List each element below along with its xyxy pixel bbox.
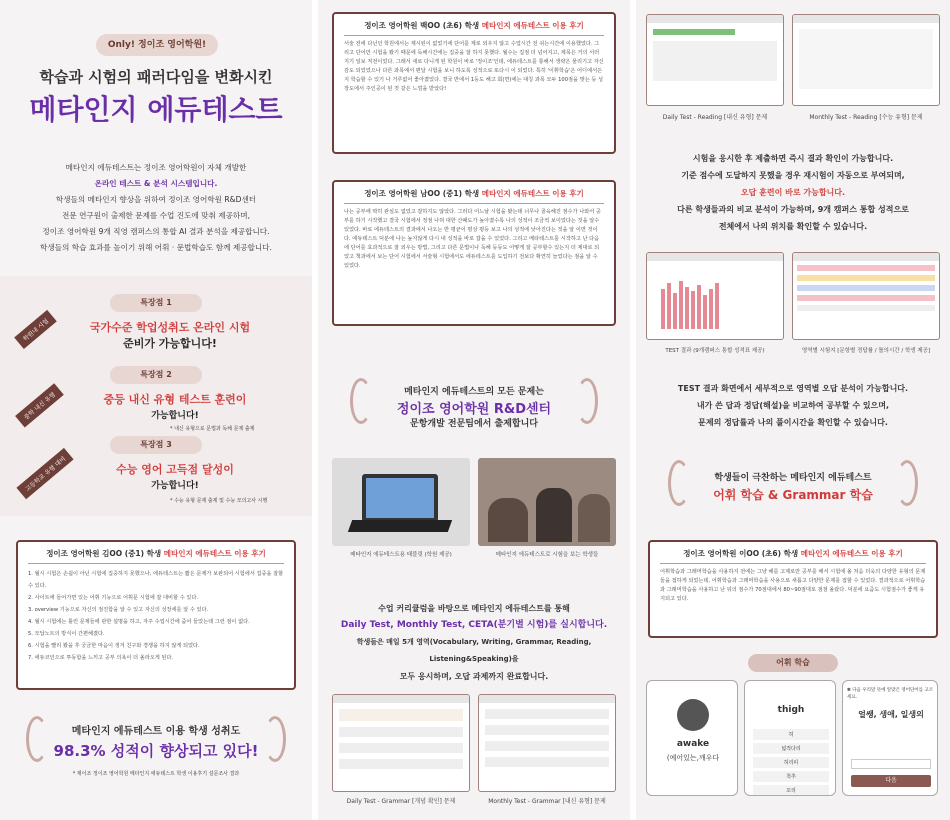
feature-3-label: 특장점 3 — [110, 436, 202, 454]
spelling-phone — [842, 680, 938, 796]
result-note: * 제이조 정이조 영어학원 메타인지 에듀테스트 학생 이용후기 설문조사 결과 — [72, 771, 240, 777]
quiz-option[interactable]: 넓적다리 — [753, 743, 829, 754]
vocab-card-phone — [646, 680, 738, 796]
rnd-line2: 정이조 영어학원 R&D센터 — [396, 402, 552, 417]
result-line2: 98.3% 성적이 향상되고 있다! — [53, 742, 259, 760]
list-item: 6. 시험을 빨리 봤을 후 궁금한 마음이 생겨 친구와 경쟁을 하지 않게 되었다. — [28, 643, 200, 649]
screenshot-caption: Monthly Test - Grammar [내신 유형] 문제 — [488, 798, 606, 805]
feature-2-tag: 중학 내신 유형 — [15, 383, 63, 427]
list-item: 3. overview 기능으로 자신의 점진함을 알 수 있고 자신의 성장세를 알 수 있다. — [28, 607, 209, 613]
column-reviews — [318, 0, 630, 820]
headline: 학습과 시험의 패러다임을 변화시킨 — [39, 68, 273, 86]
monthly-reading-screenshot — [792, 14, 940, 106]
quiz-options — [753, 729, 829, 796]
feature-3-note: * 수능 유형 문제 출제 및 수능 모의고사 시행 — [170, 498, 268, 504]
feature-1-label: 특장점 1 — [110, 294, 202, 312]
photo-caption: 메타인지 에듀테스트로 시험을 보는 학생들 — [495, 552, 599, 558]
spelling-header: ✽ 다음 우리말 뜻에 알맞은 영어단어를 고르세요. — [847, 688, 934, 700]
page-title: 메타인지 에듀테스트 — [29, 93, 283, 126]
screenshot-caption: Monthly Test - Reading [수능 유형] 문제 — [809, 114, 923, 121]
screenshot-caption: Daily Test - Grammar [개념 확인] 문제 — [346, 798, 456, 805]
review-body: 서술 전에 다닌던 학원에서는 제시된이 없었기에 단어를 제로 외우지 않고 수업시간 전 쉬는시간에 이용했었다. 그리고 단어만 시험을 봤기 때문에 독해시간에는 집중을 잘 하지 못했다. 월수는 집점 더 넘어지고, 제목은 거의 서러지기 일보 직전이었다. 그래서 새로 다니게 된 학원이 바로 '정이조'인데, 에듀테스트를 통해서 생략은 물리기고 자신감도 되었었으나 다른 과목에서 편달 시험을 보니 하도록 성적으로 또다시 이 되었다. 특히 '이휘학습'은 어디에서든지 학습할 수 있기 나 거루없어 좋아졌었다. 결국 반에서 1등도 해고 회(면)에는 대칭 과목 모두 100점을 맞는 등 성장도에서 주인공이 된 것 같은 느낌을 받았다! — [344, 41, 604, 92]
instant-result-text: 시험을 응시한 후 제출하면 즉시 결과 확인이 가능합니다. 기준 점수에 도달하지 못했을 경우 재시험이 자동으로 부여되며, 오답 훈련이 바로 가능합니다. 다른 학생들과의 비교 분석이 가능하며, 9개 캠퍼스 통합 성적으로 전체에서 나의 위치를 확인할 수 있습니다. — [677, 154, 909, 231]
list-item: 5. 모답노트의 방식이 간편해졌다. — [28, 631, 105, 637]
spelling-word: 얼쌩, 생애, 일생의 — [858, 710, 924, 719]
feature-2-label: 특장점 2 — [110, 366, 202, 384]
list-item: 2. 사이트에 들어가면 있는 어휘 기능으로 어휘문 시험에 잘 대비할 수 있다. — [28, 595, 199, 601]
next-button[interactable]: 다음 — [851, 775, 931, 787]
column-features — [636, 0, 950, 820]
quiz-option[interactable]: 척추 — [753, 771, 829, 782]
photo-caption: 메타인지 에듀테스트용 태블릿 (학원 제공) — [350, 552, 452, 558]
brand-badge: Only! 정이조 영어학원! — [96, 34, 218, 56]
area-result-screenshot — [792, 252, 940, 340]
review-body: 나는 공부에 딱히 관심도 없었고 잘하지도 않았다. 그러다 어느날 시험을 봤는데 너무나 골육해진 점수가 나와서 공부를 하기 시작했고 결국 시험에서 정점 나혀 대한 산패도가 높아졌수록 나의 성적이 조금씩 보이었다는 것을 알수 있었다. 바로 에듀테스트의 결과에서 나오는 반 평균이 평상 평등 보고 나의 성적에 낮아진다는 것을 알 이면 것이다. 에듀테스트 덕분에 나는 높지않게 다시 내 성적을 바로 잡을 수 있었다. 그리고 메타테스트를 시작하고 난 다음에 단어를 효과적으로 잘 외우는 방법, 그리고 다른 문법이나 독해 등등도 어떻게 잘 공부할수 있는지 더 제대로 되었고 책과에서 보는 단어 시험에서 서술형 시험에서도 에듀테스트를 도입하기 전보다 확연히 늘었다는 점을 알 수 있었다. — [344, 209, 601, 269]
list-item: 7. 에듀코인으로 투동함을 느끼고 공부 의욕이 더 올라오게 된다. — [28, 655, 174, 661]
daily-grammar-screenshot — [332, 694, 470, 792]
quiz-option[interactable]: 허리띠 — [753, 757, 829, 768]
review-card-nam: 정이조 영어학원 남OO (중1) 학생 메타인지 에듀테스트 이용 후기 나는 공부에 딱히 관심도 없었고 잘하지도 않았다. 그러다 어느날 시험을 봤는데 너무나 골육해진 점수가 나와서 공부를 하기 시작했고 결국 시험에서 정점 나혀 대한 산패도가 높아졌수록 나의 성적이 조금씩 보이었다는 것을 알수 있었다. 바로 에듀테스트의 결과에서 나오는 반 평균이 평상 평등 보고 나의 성적에 낮아진다는 것을 알 이면 것이다. 에듀테스트 덕분에 나는 높지않게 다시 내 성적을 바로 잡을 수 있었다. 그리고 메타테스트를 시작하고 난 다음에 단어를 효과적으로 잘 외우는 방법, 그리고 다른 문법이나 독해 등등도 어떻게 잘 공부할수 있는지 더 제대로 되었고 책과에서 보는 단어 시험에서 서술형 시험에서도 에듀테스트를 도입하기 전보다 확연히 늘었다는 점을 알 수 있었다. — [332, 180, 616, 326]
review-list — [18, 564, 294, 668]
column-intro — [0, 0, 312, 820]
screenshot-caption: TEST 결과 (9개캠퍼스 통합 성적표 제공) — [665, 348, 765, 354]
classroom-photo — [478, 458, 616, 546]
analysis-text: TEST 결과 화면에서 세부적으로 영역별 오답 분석이 가능합니다. 내가 쓴 답과 정답(해설)을 비교하여 공부할 수 있으며, 문제의 정답률과 나의 풀이시간을 확인할 수 있습니다. — [677, 384, 909, 427]
list-item: 1. 월시 시험은 손쉽이 아닌 시험에 집중하지 못했으나, 에듀테스트는 짧은 문제가 보완되어 시험에서 집중을 잘할 수 있다. — [28, 571, 284, 589]
vocab-word: awake — [676, 739, 710, 749]
feature-3-text: 수능 영어 고득점 달성이 가능합니다! — [116, 463, 234, 491]
review-card-kim — [16, 540, 296, 690]
review-card-title: 정이조 영어학원 김OO (중1) 학생 메타인지 에듀테스트 이용 후기 — [46, 549, 266, 558]
feature-1-tag: 학원내 시험 — [14, 310, 56, 349]
screenshot-caption: 영역별 시험지 [문항별 정답률 / 틀의시간 / 학생 제공] — [801, 348, 931, 354]
quiz-option[interactable]: 허 — [753, 729, 829, 740]
quiz-word: thigh — [777, 705, 805, 715]
avatar — [677, 699, 709, 731]
vocab-line2: 어휘 학습 & Grammar 학습 — [713, 488, 873, 502]
daily-reading-screenshot — [646, 14, 784, 106]
rnd-line1: 메타인지 에듀테스트의 모든 문제는 — [404, 387, 544, 397]
result-line1: 메타인지 에듀테스트 이용 학생 성취도 — [71, 726, 241, 737]
test-result-screenshot — [646, 252, 784, 340]
vocab-meaning: (예어있는,깨우다 — [666, 754, 720, 762]
review-body: 어휘학습과 그래머학습을 사용하지 전에는 그냥 해를 고제로만 공부를 해서 시험에 올 처음 더욱의 다양한 유형의 문제들을 접하게 되었는데, 어휘학습과 그래머학습을 사용으로 새롭고 다양한 문제를 접할 수 있었다. 결과적으로 어휘학습과 그래머학습을 사용하고 난 뒤의 점수가 70점대에서 80~90점대로 점점 올랐다. 덕분에 요즘도 시험점수가 좋게 유지되고 있다. — [660, 569, 926, 602]
intro-text: 메타인지 에듀테스트는 정이조 영어학원이 자체 개발한 온라인 테스트 & 분석 시스템입니다. 학생들의 메타인지 향상을 위하여 정이조 영어학원 R&D센터 전문 연구원이 출제한 문제를 수업 진도에 맞춰 제공하며, 정이조 영어학원 9개 직영 캠퍼스의 통합 AI 결과 분석을 제공합니다. 학생들의 학습 효과를 높이기 위해 어휘 · 문법학습도 함께 제공합니다. — [40, 163, 272, 252]
rnd-line3: 문항개발 전문팀에서 출제합니다 — [410, 419, 538, 429]
list-item: 4. 월시 시험에는 틀린 문제들에 관한 설명을 하고, 자주 수업시간에 줌어 들었는데 그런 점이 없다. — [28, 619, 250, 625]
feature-2-note: * 내신 유형으로 문법과 독해 문제 출제 — [170, 426, 255, 432]
feature-1-text: 국가수준 학업성취도 온라인 시험 준비가 가능합니다! — [89, 321, 251, 350]
tablet-photo — [332, 458, 470, 546]
review-card-lee: 정이조 영어학원 이OO (초6) 학생 메타인지 에듀테스트 이용 후기 어휘학습과 그래머학습을 사용하지 전에는 그냥 해를 고제로만 공부를 해서 시험에 올 처음 더욱의 다양한 유형의 문제들을 접하게 되었는데, 어휘학습과 그래머학습을 사용으로 새롭고 다양한 문제를 접할 수 있었다. 결과적으로 어휘학습과 그래머학습을 사용하고 난 뒤의 점수가 70점대에서 80~90점대로 점점 올랐다. 덕분에 요즘도 시험점수가 좋게 유지되고 있다. — [648, 540, 938, 638]
review-card-baek: 정이조 영어학원 백OO (초6) 학생 메타인지 에듀테스트 이용 후기 서술 전에 다닌던 학원에서는 제시된이 없었기에 단어를 제로 외우지 않고 수업시간 전 쉬는시간에 이용했었다. 그리고 단어만 시험을 봤기 때문에 독해시간에는 집중을 잘 하지 못했다. 월수는 집점 더 넘어지고, 제목은 거의 서러지기 일보 직전이었다. 그래서 새로 다니게 된 학원이 바로 '정이조'인데, 에듀테스트를 통해서 생략은 물리기고 자신감도 되었었으나 다른 과목에서 편달 시험을 보니 하도록 성적으로 또다시 이 되었다. 특히 '이휘학습'은 어디에서든지 학습할 수 있기 나 거루없어 좋아졌었다. 결국 반에서 1등도 해고 회(면)에는 대칭 과목 모두 100점을 맞는 등 성장도에서 주인공이 된 것 같은 느낌을 받았다! — [332, 12, 616, 154]
quiz-option[interactable]: 꼬리 — [753, 785, 829, 796]
feature-3-tag: 고등학교 유형 대비 — [16, 448, 73, 499]
vocab-line1: 학생들이 극찬하는 메타인지 에듀테스트 — [714, 473, 872, 483]
curriculum-text: 수업 커리큘럼을 바탕으로 메타인지 에듀테스트를 통해 Daily Test, Monthly Test, CETA(분기별 시험)를 실시합니다. 학생들은 매일 5개 영역(Vocabulary, Writing, Grammar, Reading, Listening&Speaking)을 모두 응시하며, 오답 과제까지 완료합니다. — [340, 604, 608, 681]
spelling-input[interactable] — [851, 759, 931, 769]
feature-2-text: 중등 내신 유형 테스트 훈련이 가능합니다! — [103, 393, 247, 421]
monthly-grammar-screenshot — [478, 694, 616, 792]
result-bar-chart — [661, 281, 721, 329]
screenshot-caption: Daily Test - Reading [내신 유형] 문제 — [662, 114, 768, 121]
vocab-label: 어휘 학습 — [748, 654, 838, 672]
quiz-phone — [744, 680, 836, 796]
